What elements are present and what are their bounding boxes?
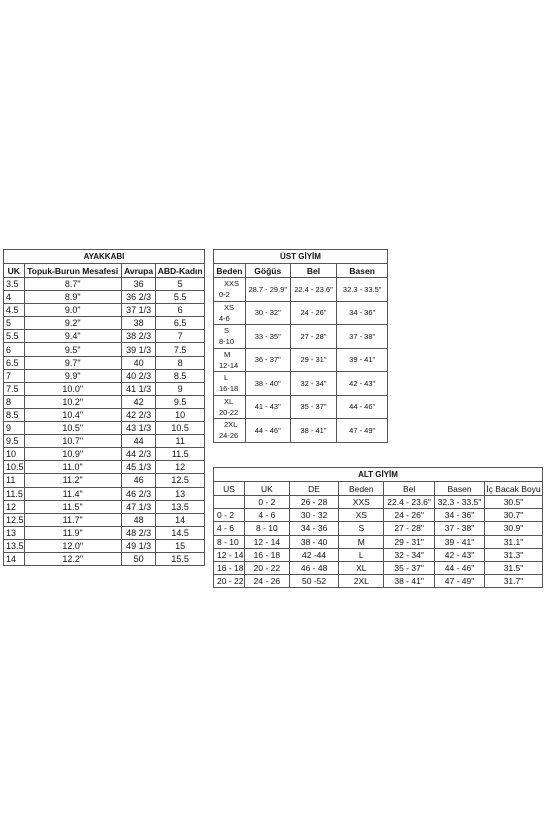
top-size-table: [213, 249, 388, 443]
table-cell: XL: [339, 561, 384, 574]
table-cell: 46: [121, 474, 155, 487]
table-cell: M: [339, 535, 384, 548]
table-row: [4, 382, 205, 395]
bottom-header-cell: UK: [244, 482, 289, 496]
table-cell: 12: [156, 461, 205, 474]
table-cell: 47 1/3: [121, 500, 155, 513]
table-cell: 38 - 41": [290, 419, 337, 443]
shoe-header-cell: Topuk-Burun Mesafesi: [24, 264, 121, 278]
table-cell: 50: [121, 552, 155, 565]
table-cell: 7.5: [4, 382, 25, 395]
table-row: [4, 487, 205, 500]
table-cell: 13: [156, 487, 205, 500]
table-cell: 22.4 - 23.6": [384, 496, 435, 509]
table-cell: XS: [339, 509, 384, 522]
table-cell: 11.9": [24, 526, 121, 539]
table-cell: 11.5: [4, 487, 25, 500]
table-cell: 4.5: [4, 304, 25, 317]
shoe-table-header: [4, 264, 205, 278]
table-cell: 48: [121, 513, 155, 526]
top-header-cell: Göğüs: [245, 264, 290, 278]
table-row: [4, 435, 205, 448]
table-cell: 8 - 10: [244, 522, 289, 535]
table-cell: 42 - 43": [435, 548, 485, 561]
table-cell: 10: [156, 408, 205, 421]
table-cell: 38 - 40: [289, 535, 339, 548]
table-cell: 10.5: [156, 422, 205, 435]
table-row: [214, 325, 388, 349]
table-cell: 8 - 10: [214, 535, 245, 548]
bottom-header-cell: DE: [289, 482, 339, 496]
table-cell: 30.9": [484, 522, 542, 535]
table-cell: 9.4": [24, 330, 121, 343]
size-label: L: [224, 373, 229, 383]
table-cell: 20 - 22: [244, 561, 289, 574]
bottom-table-body: [214, 496, 543, 588]
table-row: [214, 372, 388, 396]
table-row: [4, 513, 205, 526]
table-cell: 29 - 31": [384, 535, 435, 548]
age-label: 16-18: [219, 384, 239, 394]
top-header-cell: Beden: [214, 264, 246, 278]
table-cell: 5: [4, 317, 25, 330]
table-cell: 12.2": [24, 552, 121, 565]
table-cell: 11.5": [24, 500, 121, 513]
table-cell: 14: [4, 552, 25, 565]
table-cell: 9.7": [24, 356, 121, 369]
table-row: [214, 278, 388, 302]
table-cell: 48 2/3: [121, 526, 155, 539]
bottom-header-cell: Basen: [435, 482, 485, 496]
table-cell: 16 - 18: [214, 561, 245, 574]
table-cell: 11: [4, 474, 25, 487]
table-cell: 11.2": [24, 474, 121, 487]
table-cell: 43 1/3: [121, 422, 155, 435]
table-cell: 46 2/3: [121, 487, 155, 500]
table-cell: 9.9": [24, 369, 121, 382]
table-cell: 6: [156, 304, 205, 317]
table-cell: 9.5: [4, 435, 25, 448]
age-label: 0-2: [219, 290, 230, 300]
shoe-size-table: [3, 249, 205, 566]
size-cell: [214, 301, 246, 325]
table-cell: 8: [156, 356, 205, 369]
table-cell: 32.3 - 33.5": [435, 496, 485, 509]
table-cell: 13.5: [156, 500, 205, 513]
bottom-header-cell: US: [214, 482, 245, 496]
table-cell: 9: [4, 422, 25, 435]
bottom-table-header: [214, 482, 543, 496]
table-cell: 31.7": [484, 575, 542, 588]
table-cell: 10.9": [24, 448, 121, 461]
table-row: [214, 561, 543, 574]
table-cell: 27 - 28": [384, 522, 435, 535]
table-cell: 38 2/3: [121, 330, 155, 343]
table-row: [4, 278, 205, 291]
table-cell: 37 - 38": [337, 325, 388, 349]
table-row: [4, 291, 205, 304]
table-cell: 40: [121, 356, 155, 369]
table-row: [4, 330, 205, 343]
table-cell: 30.7": [484, 509, 542, 522]
table-cell: 8.5: [156, 369, 205, 382]
table-cell: 6: [4, 343, 25, 356]
age-label: 12-14: [219, 360, 239, 370]
age-label: 8-10: [219, 337, 235, 347]
table-cell: 35 - 37": [384, 561, 435, 574]
table-row: [214, 395, 388, 419]
table-cell: 5.5: [4, 330, 25, 343]
table-row: [214, 522, 543, 535]
table-row: [214, 575, 543, 588]
table-cell: 5: [156, 278, 205, 291]
table-cell: 46 - 48: [289, 561, 339, 574]
table-row: [4, 356, 205, 369]
table-cell: 0 - 2: [244, 496, 289, 509]
table-cell: 11.5: [156, 448, 205, 461]
table-cell: 40 2/3: [121, 369, 155, 382]
table-cell: 10: [4, 448, 25, 461]
table-cell: 13.5: [4, 539, 25, 552]
table-cell: 38 - 40": [245, 372, 290, 396]
table-cell: 50 -52: [289, 575, 339, 588]
size-cell: [214, 325, 246, 349]
table-cell: 34 - 36": [435, 509, 485, 522]
table-cell: 44 2/3: [121, 448, 155, 461]
table-cell: S: [339, 522, 384, 535]
table-cell: 4 - 6: [244, 509, 289, 522]
table-cell: 34 - 36": [337, 301, 388, 325]
top-header-cell: Bel: [290, 264, 337, 278]
table-cell: 28.7 - 29.9": [245, 278, 290, 302]
shoe-table-body: [4, 278, 205, 566]
shoe-header-cell: UK: [4, 264, 25, 278]
table-row: [4, 395, 205, 408]
table-cell: 35 - 37": [290, 395, 337, 419]
table-cell: 16 - 18: [244, 548, 289, 561]
top-table-title: ÜST GİYİM: [214, 250, 388, 264]
table-cell: 44: [121, 435, 155, 448]
table-row: [214, 548, 543, 561]
table-row: [214, 301, 388, 325]
table-cell: 14: [156, 513, 205, 526]
table-cell: 0 - 2: [214, 509, 245, 522]
size-cell: [214, 278, 246, 302]
table-cell: 44 - 46": [435, 561, 485, 574]
table-cell: 6.5: [4, 356, 25, 369]
top-table-body: [214, 278, 388, 443]
table-cell: 10.4": [24, 408, 121, 421]
table-row: [4, 317, 205, 330]
bottom-size-table: [213, 467, 543, 588]
table-cell: 47 - 49": [435, 575, 485, 588]
table-cell: 12 - 14: [244, 535, 289, 548]
table-cell: 24 - 26: [244, 575, 289, 588]
table-cell: 26 - 28: [289, 496, 339, 509]
table-cell: 34 - 36: [289, 522, 339, 535]
table-cell: 8.5: [4, 408, 25, 421]
table-cell: 42 - 43": [337, 372, 388, 396]
table-row: [214, 419, 388, 443]
table-cell: 45 1/3: [121, 461, 155, 474]
table-cell: 12.0": [24, 539, 121, 552]
table-cell: 39 1/3: [121, 343, 155, 356]
table-cell: 8.9": [24, 291, 121, 304]
table-cell: 37 1/3: [121, 304, 155, 317]
table-cell: 8: [4, 395, 25, 408]
table-cell: 49 1/3: [121, 539, 155, 552]
table-row: [214, 348, 388, 372]
size-label: S: [224, 326, 230, 336]
table-row: [4, 500, 205, 513]
table-cell: 36 2/3: [121, 291, 155, 304]
table-cell: 3.5: [4, 278, 25, 291]
table-cell: 37 - 38": [435, 522, 485, 535]
table-cell: 9: [156, 382, 205, 395]
table-cell: 10.5": [24, 422, 121, 435]
table-cell: 9.5": [24, 343, 121, 356]
table-row: [4, 343, 205, 356]
size-label: XXS: [224, 279, 240, 289]
table-cell: 38: [121, 317, 155, 330]
table-cell: L: [339, 548, 384, 561]
table-cell: 10.2": [24, 395, 121, 408]
table-cell: 12 - 14: [214, 548, 245, 561]
table-cell: 44 - 46": [337, 395, 388, 419]
table-cell: 47 - 49": [337, 419, 388, 443]
table-cell: 30 - 32: [289, 509, 339, 522]
bottom-header-cell: Bel: [384, 482, 435, 496]
table-cell: 9.5: [156, 395, 205, 408]
size-cell: [214, 348, 246, 372]
shoe-header-cell: Avrupa: [121, 264, 155, 278]
bottom-header-cell: Beden: [339, 482, 384, 496]
table-cell: 30 - 32": [245, 301, 290, 325]
table-cell: 31.3": [484, 548, 542, 561]
table-cell: 7: [4, 369, 25, 382]
table-cell: [214, 496, 245, 509]
table-cell: 41 1/3: [121, 382, 155, 395]
table-cell: 32 - 34": [290, 372, 337, 396]
table-cell: 31.5": [484, 561, 542, 574]
table-cell: 12.5: [4, 513, 25, 526]
table-cell: 22.4 - 23.6": [290, 278, 337, 302]
table-cell: 11: [156, 435, 205, 448]
size-label: XS: [224, 302, 235, 312]
table-cell: 10.5: [4, 461, 25, 474]
bottom-header-cell: İç Bacak Boyu: [486, 483, 541, 494]
table-cell: 15.5: [156, 552, 205, 565]
table-row: [214, 509, 543, 522]
table-cell: 11.0": [24, 461, 121, 474]
table-row: [214, 535, 543, 548]
table-row: [4, 448, 205, 461]
size-label: XL: [224, 396, 234, 406]
table-cell: 30.5": [484, 496, 542, 509]
top-header-cell: Basen: [337, 264, 388, 278]
size-cell: [214, 395, 246, 419]
table-cell: 24 - 26": [290, 301, 337, 325]
table-cell: 6.5: [156, 317, 205, 330]
table-cell: 12: [4, 500, 25, 513]
table-cell: 15: [156, 539, 205, 552]
table-cell: 32 - 34": [384, 548, 435, 561]
table-cell: 2XL: [339, 575, 384, 588]
shoe-table-title: AYAKKABI: [4, 250, 205, 264]
table-cell: 13: [4, 526, 25, 539]
table-cell: 9.2": [24, 317, 121, 330]
table-row: [4, 369, 205, 382]
table-cell: 7.5: [156, 343, 205, 356]
age-label: 24-26: [219, 431, 239, 441]
table-cell: 42 2/3: [121, 408, 155, 421]
table-cell: 11.4": [24, 487, 121, 500]
table-cell: 10.0": [24, 382, 121, 395]
table-cell: 11.7": [24, 513, 121, 526]
table-cell: 36: [121, 278, 155, 291]
table-cell: 20 - 22: [214, 575, 245, 588]
table-row: [4, 526, 205, 539]
table-cell: 9.0": [24, 304, 121, 317]
table-cell: 14.5: [156, 526, 205, 539]
table-cell: 42 -44: [289, 548, 339, 561]
size-cell: [214, 372, 246, 396]
table-cell: 24 - 26": [384, 509, 435, 522]
table-cell: 33 - 35": [245, 325, 290, 349]
table-cell: 7: [156, 330, 205, 343]
age-label: 4-6: [219, 313, 230, 323]
age-label: 20-22: [219, 407, 239, 417]
table-cell: 10.7": [24, 435, 121, 448]
table-cell: 36 - 37": [245, 348, 290, 372]
table-row: [4, 474, 205, 487]
table-cell: 4: [4, 291, 25, 304]
table-row: [214, 496, 543, 509]
bottom-table-title: ALT GİYİM: [214, 468, 543, 482]
table-cell: 29 - 31": [290, 348, 337, 372]
table-cell: 12.5: [156, 474, 205, 487]
table-cell: 31.1": [484, 535, 542, 548]
size-label: M: [224, 349, 231, 359]
table-row: [4, 552, 205, 565]
table-cell: 39 - 41": [435, 535, 485, 548]
table-cell: 44 - 46": [245, 419, 290, 443]
size-label: 2XL: [224, 420, 238, 430]
table-cell: XXS: [339, 496, 384, 509]
table-cell: 5.5: [156, 291, 205, 304]
table-cell: 42: [121, 395, 155, 408]
top-table-header: [214, 264, 388, 278]
table-cell: 4 - 6: [214, 522, 245, 535]
size-cell: [214, 419, 246, 443]
table-row: [4, 461, 205, 474]
table-row: [4, 422, 205, 435]
table-cell: 32.3 - 33.5": [337, 278, 388, 302]
table-row: [4, 304, 205, 317]
table-cell: 8.7": [24, 278, 121, 291]
table-row: [4, 539, 205, 552]
table-cell: 41 - 43": [245, 395, 290, 419]
shoe-header-cell: ABD-Kadın: [157, 265, 203, 276]
table-cell: 27 - 28": [290, 325, 337, 349]
table-row: [4, 408, 205, 421]
table-cell: 39 - 41": [337, 348, 388, 372]
table-cell: 38 - 41": [384, 575, 435, 588]
